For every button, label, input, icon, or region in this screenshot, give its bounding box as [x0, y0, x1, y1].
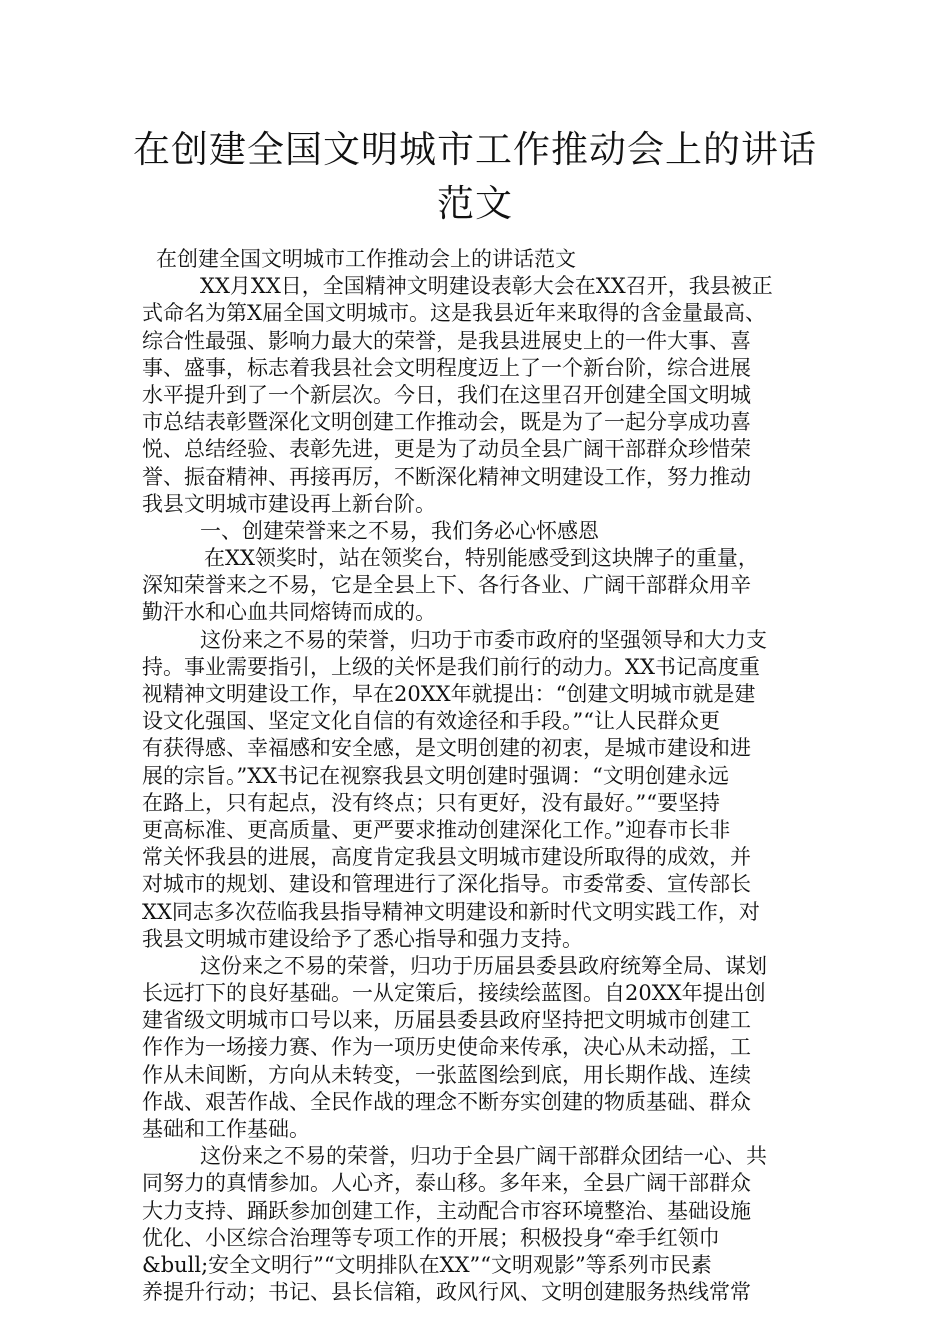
body-line: 设文化强国、坚定文化自信的有效途径和手段。”“让人民群众更: [142, 709, 720, 734]
body-line: 我县文明城市建设给予了悉心指导和强力支持。: [142, 926, 583, 951]
document-title-line-1: 在创建全国文明城市工作推动会上的讲话: [133, 128, 817, 171]
body-line: 悦、总结经验、表彰先进，更是为了动员全县广阔干部群众珍惜荣: [142, 437, 751, 462]
body-line: 作从未间断，方向从未转变，一张蓝图绘到底，用长期作战、连续: [142, 1062, 751, 1087]
body-line: 事、盛事，标志着我县社会文明程度迈上了一个新台阶，综合进展: [142, 355, 751, 380]
body-line: 持。事业需要指引，上级的关怀是我们前行的动力。XX书记高度重: [142, 654, 760, 679]
body-line: 式命名为第X届全国文明城市。这是我县近年来取得的含金量最高、: [142, 301, 766, 326]
document-body: [142, 246, 814, 1306]
document-title-line-2: 范文: [437, 182, 513, 225]
body-line: 长远打下的良好基础。一从定策后，接续绘蓝图。自20XX年提出创: [142, 981, 766, 1006]
body-line: 建省级文明城市口号以来，历届县委县政府坚持把文明城市创建工: [142, 1008, 751, 1033]
body-line: 综合性最强、影响力最大的荣誉，是我县进展史上的一件大事、喜: [142, 328, 751, 353]
body-line: 在XX领奖时，站在领奖台，特别能感受到这块牌子的重量，: [204, 546, 759, 571]
body-line: 养提升行动；书记、县长信箱，政风行风、文明创建服务热线常常: [142, 1280, 751, 1305]
body-line: 勤汗水和心血共同熔铸而成的。: [142, 600, 436, 625]
document-subtitle: 在创建全国文明城市工作推动会上的讲话范文: [156, 247, 576, 271]
body-line: XX月XX日，全国精神文明建设表彰大会在XX召开，我县被正: [200, 274, 773, 299]
body-line: 水平提升到了一个新层次。今日，我们在这里召开创建全国文明城: [142, 382, 751, 407]
body-line: 这份来之不易的荣誉，归功于历届县委县政府统筹全局、谋划: [200, 953, 767, 978]
body-line: 作战、艰苦作战、全民作战的理念不断夯实创建的物质基础、群众: [142, 1089, 751, 1114]
body-line: 深知荣誉来之不易，它是全县上下、各行各业、广阔干部群众用辛: [142, 573, 751, 598]
body-line: 更高标准、更高质量、更严要求推动创建深化工作。”迎春市长非: [142, 817, 731, 842]
section-heading: 一、创建荣誉来之不易，我们务必心怀感恩: [200, 518, 599, 543]
body-line: 优化、小区综合治理等专项工作的开展；积极投身“牵手红领巾: [142, 1225, 720, 1250]
body-line: 誉、振奋精神、再接再厉，不断深化精神文明建设工作，努力推动: [142, 464, 751, 489]
body-line: 这份来之不易的荣誉，归功于市委市政府的坚强领导和大力支: [200, 627, 767, 652]
body-line: 市总结表彰暨深化文明创建工作推动会，既是为了一起分享成功喜: [142, 410, 751, 435]
body-line: 常关怀我县的进展，高度肯定我县文明城市建设所取得的成效，并: [142, 845, 751, 870]
body-line: 在路上，只有起点，没有终点；只有更好，没有最好。”“要坚持: [142, 790, 720, 815]
body-line: 这份来之不易的荣誉，归功于全县广阔干部群众团结一心、共: [200, 1144, 767, 1169]
body-line: 大力支持、踊跃参加创建工作，主动配合市容环境整治、基础设施: [142, 1198, 751, 1223]
body-line: XX同志多次莅临我县指导精神文明建设和新时代文明实践工作，对: [142, 899, 760, 924]
body-line: 基础和工作基础。: [142, 1117, 310, 1141]
body-line: 对城市的规划、建设和管理进行了深化指导。市委常委、宣传部长: [142, 872, 751, 897]
body-line: 展的宗旨。”XX书记在视察我县文明创建时强调：“文明创建永远: [142, 763, 729, 788]
body-line: 同努力的真情参加。人心齐，泰山移。多年来，全县广阔干部群众: [142, 1171, 751, 1196]
body-line: 有获得感、幸福感和安全感，是文明创建的初衷，是城市建设和进: [142, 736, 751, 761]
body-line: &bull;安全文明行”“文明排队在XX”“文明观影”等系列市民素: [142, 1252, 712, 1277]
body-line: 作作为一场接力赛、作为一项历史使命来传承，决心从未动摇，工: [142, 1035, 751, 1060]
body-line: 视精神文明建设工作，早在20XX年就提出：“创建文明城市就是建: [142, 682, 756, 706]
body-line: 我县文明城市建设再上新台阶。: [142, 491, 436, 516]
